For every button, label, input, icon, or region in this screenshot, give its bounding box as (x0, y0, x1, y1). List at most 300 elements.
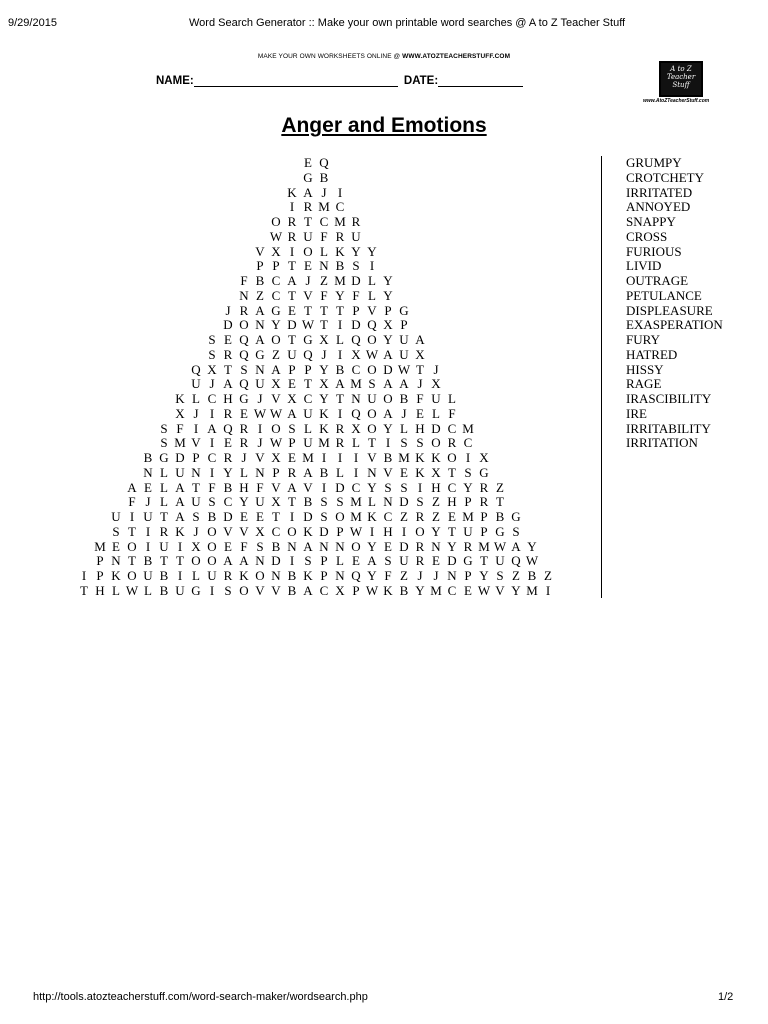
grid-letter: T (320, 317, 328, 333)
grid-letter: Y (447, 538, 457, 554)
word-list-item: IRRITATION (626, 435, 698, 451)
grid-letter: T (416, 361, 424, 377)
grid-letter: B (271, 538, 281, 554)
grid-letter: Z (496, 479, 504, 495)
grid-letter: T (288, 287, 296, 303)
grid-letter: I (465, 450, 471, 465)
grid-letter: N (255, 361, 265, 377)
grid-letter: N (287, 538, 297, 554)
grid-letter: I (337, 450, 343, 465)
grid-letter: E (304, 258, 312, 274)
grid-letter: S (288, 420, 296, 436)
grid-letter: R (159, 523, 169, 539)
grid-letter: A (175, 494, 185, 510)
grid-letter: I (289, 509, 295, 524)
word-list-item: PETULANCE (626, 287, 702, 303)
grid-letter: F (352, 287, 360, 303)
grid-letter: V (495, 582, 505, 598)
grid-letter: U (207, 568, 217, 583)
grid-letter: A (175, 509, 185, 524)
grid-letter: J (209, 376, 215, 392)
grid-letter: T (288, 332, 296, 347)
grid-letter: S (160, 435, 168, 451)
word-list-item: FURIOUS (626, 243, 682, 259)
grid-letter: E (224, 435, 232, 451)
grid-letter: Z (512, 568, 520, 583)
grid-letter: P (96, 568, 104, 583)
grid-letter: B (335, 258, 345, 274)
grid-letter: U (287, 346, 297, 362)
grid-letter: C (351, 479, 361, 495)
grid-letter: S (256, 538, 264, 554)
grid-letter: N (271, 568, 281, 583)
grid-letter: S (400, 435, 408, 451)
grid-letter: W (365, 346, 379, 362)
grid-letter: A (399, 376, 409, 392)
grid-letter: J (433, 361, 439, 377)
grid-letter: S (224, 582, 232, 598)
grid-letter: I (81, 568, 87, 583)
grid-letter: E (240, 509, 248, 524)
grid-letter: R (239, 302, 249, 318)
grid-letter: C (335, 199, 345, 215)
grid-letter: G (479, 464, 489, 480)
grid-letter: S (208, 494, 216, 510)
grid-letter: T (304, 214, 312, 229)
grid-letter: J (257, 435, 263, 451)
grid-letter: F (384, 568, 392, 583)
grid-letter: M (318, 435, 330, 451)
grid-letter: T (80, 582, 88, 598)
grid-letter: U (175, 464, 185, 480)
grid-letter: L (160, 464, 168, 480)
grid-letter: D (335, 479, 345, 495)
grid-letter: J (241, 450, 247, 465)
grid-letter: P (320, 553, 328, 569)
grid-letter: T (128, 523, 136, 539)
grid-letter: Y (367, 538, 377, 554)
grid-letter: Y (319, 391, 329, 406)
grid-letter: M (430, 582, 442, 598)
grid-letter: U (143, 568, 153, 583)
grid-letter: D (319, 523, 329, 539)
grid-letter: U (431, 391, 441, 406)
grid-letter: L (192, 568, 200, 583)
grid-letter: J (193, 405, 199, 421)
grid-letter: L (112, 582, 120, 598)
grid-letter: T (272, 509, 280, 524)
grid-letter: I (289, 243, 295, 259)
grid-letter: P (352, 582, 360, 598)
grid-letter: L (368, 273, 376, 288)
grid-letter: R (335, 228, 345, 244)
grid-letter: B (143, 450, 153, 465)
grid-letter: P (480, 523, 488, 539)
grid-letter: O (351, 538, 361, 554)
grid-letter: B (335, 361, 345, 377)
grid-letter: D (399, 494, 409, 510)
grid-letter: O (431, 435, 441, 451)
grid-letter: X (271, 494, 281, 510)
grid-letter: S (464, 464, 472, 480)
grid-letter: S (320, 494, 328, 510)
grid-letter: V (367, 302, 377, 318)
grid-letter: B (319, 169, 329, 185)
grid-letter: M (302, 450, 314, 465)
grid-letter: Z (400, 568, 408, 583)
grid-letter: G (303, 332, 313, 347)
grid-letter: T (336, 391, 344, 406)
grid-letter: U (463, 523, 473, 539)
grid-letter: A (271, 361, 281, 377)
grid-letter: L (320, 243, 328, 259)
grid-letter: U (399, 346, 409, 362)
word-list-item: HATRED (626, 346, 678, 362)
word-list-item: OUTRAGE (626, 273, 689, 288)
grid-letter: I (145, 523, 151, 539)
grid-letter: M (478, 538, 490, 554)
grid-letter: K (335, 243, 345, 259)
grid-letter: N (319, 538, 329, 554)
grid-letter: D (447, 553, 457, 569)
grid-letter: W (397, 361, 411, 377)
grid-letter: A (415, 332, 425, 347)
grid-letter: F (176, 420, 184, 436)
grid-letter: C (207, 391, 217, 406)
grid-letter: D (223, 509, 233, 524)
grid-letter: O (303, 243, 313, 259)
grid-letter: L (160, 494, 168, 510)
grid-letter: N (335, 568, 345, 583)
grid-letter: L (304, 420, 312, 436)
grid-letter: L (368, 287, 376, 303)
grid-letter: I (353, 450, 359, 465)
grid-letter: I (353, 464, 359, 480)
grid-letter: M (334, 273, 346, 288)
grid-letter: C (447, 479, 457, 495)
grid-letter: A (255, 332, 265, 347)
grid-letter: E (352, 553, 360, 569)
grid-letter: P (464, 568, 472, 583)
grid-letter: Z (320, 273, 328, 288)
grid-letter: R (415, 509, 425, 524)
grid-letter: N (367, 464, 377, 480)
grid-letter: F (240, 273, 248, 288)
grid-letter: C (319, 582, 329, 598)
grid-letter: A (303, 582, 313, 598)
grid-letter: N (255, 464, 265, 480)
grid-letter: E (256, 509, 264, 524)
grid-letter: B (143, 553, 153, 569)
grid-letter: B (287, 568, 297, 583)
grid-letter: N (431, 538, 441, 554)
page-title: Word Search Generator :: Make your own printable word searches @ A to Z Teacher Stuff (189, 17, 626, 29)
grid-letter: H (223, 391, 233, 406)
name-blank[interactable] (194, 74, 398, 87)
word-list-item: SNAPPY (626, 214, 676, 229)
grid-letter: H (447, 494, 457, 510)
grid-letter: U (191, 494, 201, 510)
grid-letter: F (448, 405, 456, 421)
grid-letter: Y (527, 538, 537, 554)
word-list-item: IRRITABILITY (626, 420, 711, 436)
puzzle-title (0, 114, 768, 138)
grid-letter: I (417, 479, 423, 495)
grid-letter: K (415, 450, 425, 465)
grid-letter: B (159, 568, 169, 583)
grid-letter: B (223, 479, 233, 495)
grid-letter: O (271, 214, 281, 229)
grid-letter: R (415, 538, 425, 554)
grid-letter: R (351, 214, 361, 229)
grid-letter: L (144, 582, 152, 598)
grid-letter: I (337, 184, 343, 200)
grid-letter: Y (383, 332, 393, 347)
grid-letter: Z (272, 346, 280, 362)
grid-letter: E (224, 332, 232, 347)
grid-letter: O (287, 523, 297, 539)
grid-letter: S (192, 509, 200, 524)
grid-letter: M (350, 376, 362, 392)
grid-letter: R (239, 435, 249, 451)
grid-letter: C (207, 450, 217, 465)
grid-letter: C (447, 582, 457, 598)
grid-letter: T (320, 302, 328, 318)
grid-letter: I (401, 523, 407, 539)
grid-letter: Q (367, 317, 377, 333)
grid-letter: L (192, 391, 200, 406)
grid-letter: Y (463, 479, 473, 495)
grid-letter: W (477, 582, 491, 598)
grid-letter: R (303, 199, 313, 215)
grid-letter: G (239, 391, 249, 406)
grid-letter: D (431, 420, 441, 436)
grid-letter: J (321, 346, 327, 362)
grid-letter: K (383, 582, 393, 598)
grid-letter: V (271, 582, 281, 598)
grid-letter: I (321, 450, 327, 465)
grid-letter: D (175, 450, 185, 465)
grid-letter: X (287, 391, 297, 406)
grid-letter: X (271, 376, 281, 392)
grid-letter: L (400, 420, 408, 436)
grid-letter: X (319, 332, 329, 347)
grid-letter: N (255, 317, 265, 333)
grid-letter: K (367, 509, 377, 524)
grid-letter: Y (367, 243, 377, 259)
grid-letter: T (368, 435, 376, 451)
grid-letter: L (336, 553, 344, 569)
word-list-item: GRUMPY (626, 155, 682, 170)
grid-letter: L (432, 405, 440, 421)
grid-letter: G (191, 582, 201, 598)
print-date: 9/29/2015 (8, 17, 57, 29)
grid-letter: P (288, 435, 296, 451)
word-list-item: CROTCHETY (626, 169, 704, 185)
grid-letter: U (255, 376, 265, 392)
grid-letter: W (269, 405, 283, 421)
word-list-item: RAGE (626, 376, 662, 392)
grid-letter: N (111, 553, 121, 569)
grid-letter: D (223, 317, 233, 333)
grid-letter: C (271, 523, 281, 539)
grid-letter: V (223, 523, 233, 539)
grid-letter: O (271, 332, 281, 347)
grid-letter: A (335, 376, 345, 392)
grid-letter: J (193, 523, 199, 539)
grid-letter: L (240, 464, 248, 480)
grid-letter: M (462, 509, 474, 524)
grid-letter: X (351, 420, 361, 436)
grid-letter: T (336, 302, 344, 318)
grid-letter: B (527, 568, 537, 583)
grid-letter: U (303, 228, 313, 244)
grid-letter: I (321, 479, 327, 495)
grid-letter: M (350, 494, 362, 510)
grid-letter: C (383, 509, 393, 524)
grid-letter: Y (271, 317, 281, 333)
grid-letter: M (334, 214, 346, 229)
grid-letter: D (383, 361, 393, 377)
grid-letter: Z (432, 509, 440, 524)
grid-letter: J (225, 302, 231, 318)
grid-letter: M (398, 450, 410, 465)
grid-letter: O (415, 523, 425, 539)
grid-letter: Q (239, 346, 249, 362)
grid-letter: S (384, 553, 392, 569)
grid-letter: N (383, 494, 393, 510)
grid-letter: S (160, 420, 168, 436)
grid-letter: Y (367, 568, 377, 583)
grid-letter: M (462, 420, 474, 436)
word-list-item: IRASCIBILITY (626, 391, 712, 406)
grid-letter: I (209, 405, 215, 421)
logo-line: Stuff (672, 81, 690, 89)
grid-letter: E (224, 538, 232, 554)
grid-letter: X (175, 405, 185, 421)
grid-letter: T (176, 553, 184, 569)
grid-letter: E (144, 479, 152, 495)
grid-letter: K (239, 568, 249, 583)
grid-letter: A (223, 376, 233, 392)
grid-letter: V (383, 464, 393, 480)
grid-letter: A (287, 273, 297, 288)
grid-letter: U (143, 509, 153, 524)
grid-letter: H (239, 479, 249, 495)
word-list-item: DISPLEASURE (626, 302, 713, 318)
grid-letter: I (209, 435, 215, 451)
grid-letter: L (160, 479, 168, 495)
grid-letter: Q (351, 568, 361, 583)
grid-letter: D (303, 509, 313, 524)
grid-letter: X (207, 361, 217, 377)
grid-letter: U (191, 376, 201, 392)
grid-letter: U (495, 553, 505, 569)
grid-letter: Y (335, 287, 345, 303)
grid-letter: V (255, 243, 265, 259)
grid-letter: G (159, 450, 169, 465)
grid-letter: I (209, 582, 215, 598)
logo-url: www.AtoZTeacherStuff.com (643, 98, 710, 104)
grid-letter: S (400, 479, 408, 495)
grid-letter: E (448, 509, 456, 524)
grid-letter: S (496, 568, 504, 583)
grid-letter: P (192, 450, 200, 465)
grid-letter: D (271, 553, 281, 569)
grid-letter: M (174, 435, 186, 451)
grid-letter: V (303, 479, 313, 495)
grid-letter: R (463, 538, 473, 554)
promo-site: WWW.ATOZTEACHERSTUFF.COM (402, 53, 511, 60)
grid-letter: J (401, 405, 407, 421)
grid-letter: K (303, 568, 313, 583)
grid-letter: O (239, 317, 249, 333)
grid-letter: W (301, 317, 315, 333)
grid-letter: K (287, 184, 297, 200)
grid-letter: I (177, 568, 183, 583)
grid-letter: I (385, 435, 391, 451)
grid-letter: D (287, 317, 297, 333)
grid-letter: O (255, 568, 265, 583)
grid-letter: T (192, 479, 200, 495)
grid-letter: T (448, 523, 456, 539)
grid-letter: Q (239, 376, 249, 392)
grid-letter: F (208, 479, 216, 495)
grid-letter: Q (239, 332, 249, 347)
promo-banner (0, 53, 768, 60)
puzzle-title-text: Anger and Emotions (281, 114, 487, 137)
grid-letter: T (160, 553, 168, 569)
grid-letter: O (127, 538, 137, 554)
grid-letter: Y (383, 287, 393, 303)
name-label: NAME: (156, 75, 194, 87)
grid-letter: E (432, 553, 440, 569)
grid-letter: Y (511, 582, 521, 598)
grid-letter: Y (431, 523, 441, 539)
grid-letter: N (191, 464, 201, 480)
grid-letter: S (336, 494, 344, 510)
grid-letter: U (111, 509, 121, 524)
grid-letter: R (479, 494, 489, 510)
grid-letter: F (320, 287, 328, 303)
word-list-item: ANNOYED (626, 199, 691, 215)
grid-letter: K (415, 464, 425, 480)
date-blank[interactable] (438, 74, 523, 87)
grid-letter: R (287, 464, 297, 480)
grid-letter: I (337, 346, 343, 362)
grid-letter: C (447, 420, 457, 436)
grid-letter: K (319, 405, 329, 421)
grid-letter: M (526, 582, 538, 598)
grid-letter: R (223, 568, 233, 583)
grid-letter: Y (319, 361, 329, 377)
grid-letter: I (257, 420, 263, 436)
grid-letter: B (159, 582, 169, 598)
grid-letter: Q (511, 553, 521, 569)
grid-letter: E (288, 302, 296, 318)
grid-letter: Q (319, 155, 329, 170)
grid-letter: I (369, 258, 375, 274)
grid-letter: M (350, 509, 362, 524)
grid-letter: I (209, 464, 215, 480)
grid-letter: R (287, 228, 297, 244)
grid-letter: K (303, 523, 313, 539)
grid-letter: N (255, 553, 265, 569)
grid-letter: G (511, 509, 521, 524)
grid-letter: X (319, 376, 329, 392)
grid-letter: R (335, 420, 345, 436)
grid-letter: D (351, 273, 361, 288)
